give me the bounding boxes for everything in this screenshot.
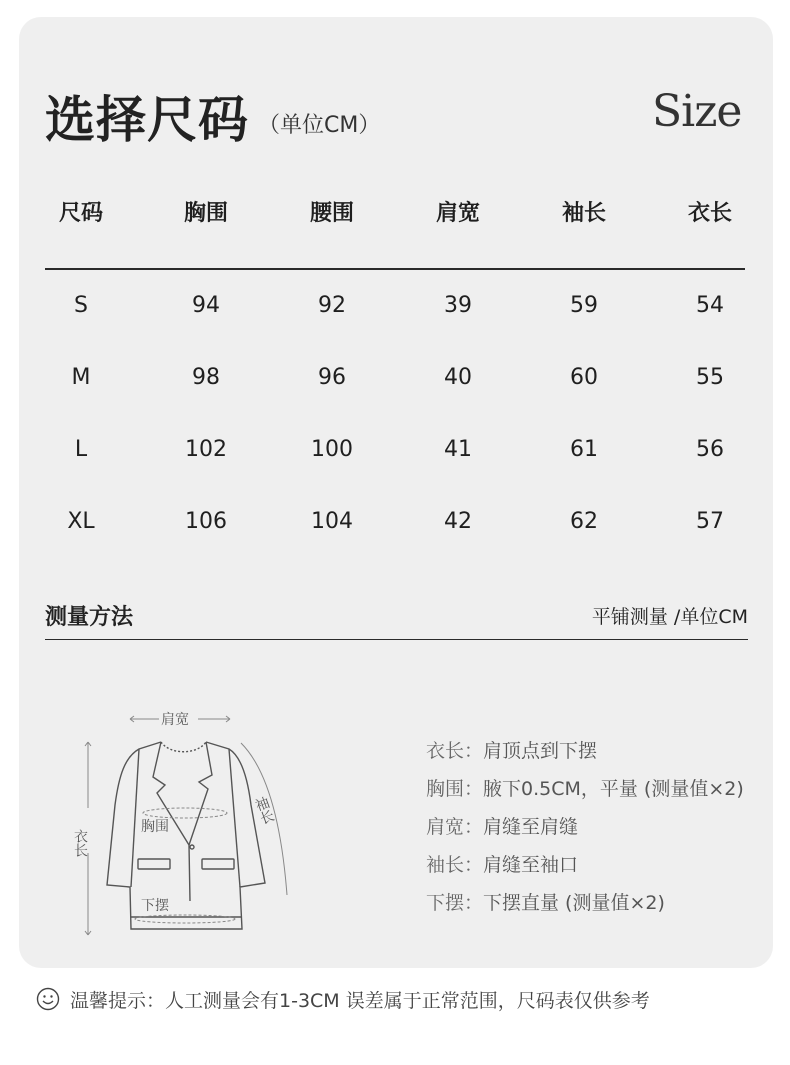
size-cell: L	[74, 437, 88, 462]
tip-text: 温馨提示：人工测量会有1-3CM 误差属于正常范围，尺码表仅供参考	[70, 989, 650, 1012]
shoulder-cell: 41	[444, 437, 472, 462]
waist-cell: 104	[311, 509, 353, 534]
tip-bar	[36, 984, 650, 1014]
size-word: Size	[652, 86, 742, 137]
sleeve-cell: 62	[570, 509, 598, 534]
column-header: 肩宽	[435, 201, 480, 226]
waist-cell: 96	[318, 365, 346, 390]
jacket-outline	[107, 742, 265, 929]
chest-cell: 106	[185, 509, 227, 534]
table-divider	[45, 268, 745, 270]
measure-item: 衣长：肩顶点到下摆	[426, 740, 598, 762]
table-header	[45, 194, 745, 234]
table-row	[45, 286, 745, 326]
chest-cell: 94	[192, 293, 220, 318]
measure-item: 胸围：腋下0.5CM，平量 (测量值×2)	[426, 778, 744, 800]
right-lapel	[189, 742, 212, 845]
unit-label: （单位CM）	[258, 113, 381, 138]
length-cell: 56	[696, 437, 724, 462]
shoulder-cell: 39	[444, 293, 472, 318]
column-header: 胸围	[183, 201, 228, 226]
length-cell: 57	[696, 509, 724, 534]
column-header: 尺码	[58, 201, 103, 226]
size-cell: XL	[67, 509, 95, 534]
shoulder-cell: 42	[444, 509, 472, 534]
measure-item: 下摆：下摆直量 (测量值×2)	[426, 892, 665, 914]
chest-cell: 98	[192, 365, 220, 390]
waist-cell: 92	[318, 293, 346, 318]
waist-cell: 100	[311, 437, 353, 462]
shoulder-cell: 40	[444, 365, 472, 390]
sleeve-cell: 60	[570, 365, 598, 390]
table-row	[45, 358, 745, 398]
sleeve-cell: 61	[570, 437, 598, 462]
label-shoulder: 肩宽	[161, 712, 189, 728]
measure-item: 肩宽：肩缝至肩缝	[426, 816, 579, 838]
jacket-diagram	[72, 705, 305, 945]
label-sleeve: 袖长	[251, 794, 276, 827]
page-title: 选择尺码	[45, 91, 249, 149]
method-title: 测量方法	[45, 605, 134, 630]
method-divider	[45, 639, 748, 640]
column-header: 腰围	[309, 201, 354, 226]
column-header: 衣长	[687, 201, 732, 226]
label-length: 衣长	[72, 829, 88, 857]
column-header: 袖长	[561, 201, 606, 226]
chest-arrow	[143, 808, 227, 818]
label-hem: 下摆	[141, 898, 169, 914]
chest-cell: 102	[185, 437, 227, 462]
sleeve-cell: 59	[570, 293, 598, 318]
label-chest: 胸围	[141, 819, 169, 835]
table-row	[45, 502, 745, 542]
hem-arrow	[135, 915, 235, 923]
method-note: 平铺测量 /单位CM	[591, 606, 748, 628]
size-cell: M	[71, 365, 91, 390]
measure-item: 袖长：肩缝至袖口	[426, 854, 579, 876]
smile-icon	[36, 987, 60, 1011]
size-cell: S	[74, 293, 88, 318]
length-cell: 54	[696, 293, 724, 318]
length-cell: 55	[696, 365, 724, 390]
table-row	[45, 430, 745, 470]
